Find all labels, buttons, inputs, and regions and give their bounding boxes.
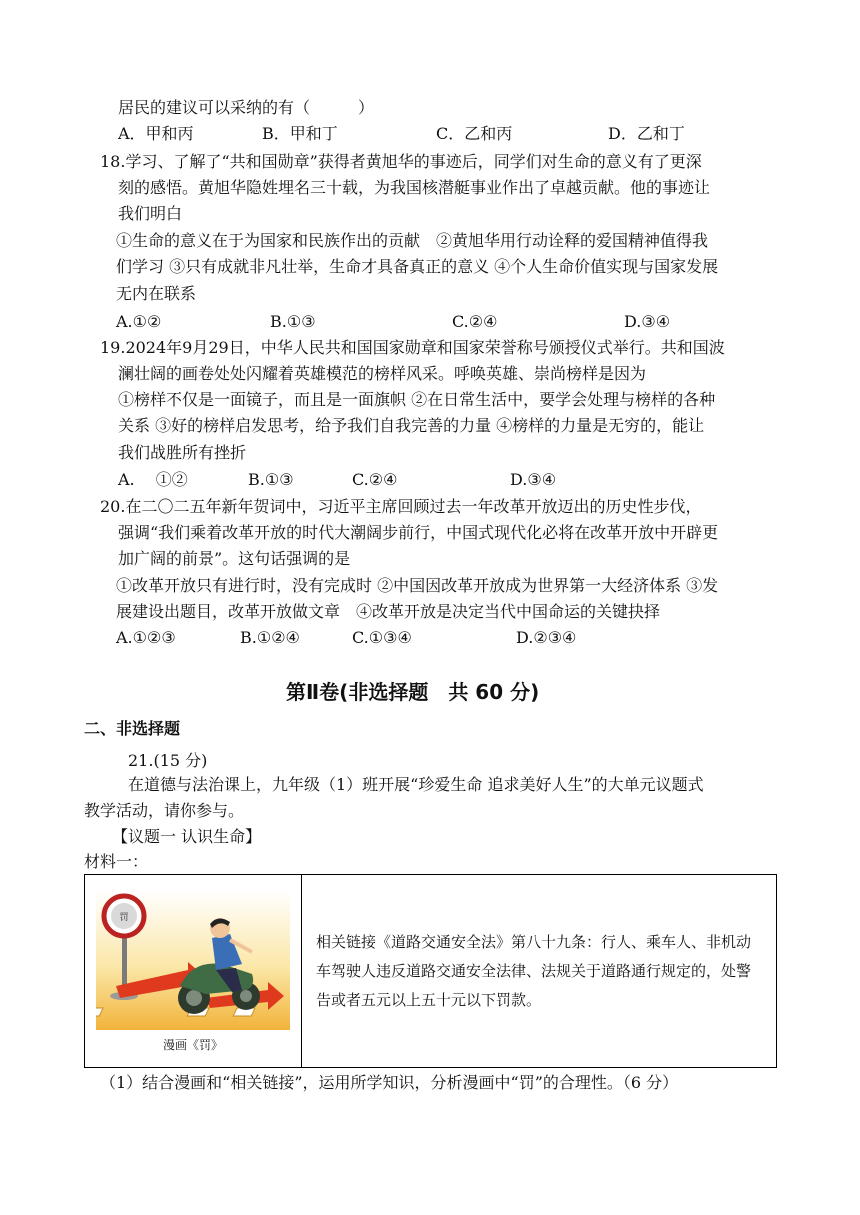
link-cell	[302, 875, 777, 1068]
volume-title: 第Ⅱ卷(非选择题 共 60 分)	[286, 680, 540, 704]
material-label: 材料一：	[84, 852, 149, 871]
q21-intro-line-1: 在道德与法治课上，九年级（1）班开展“珍爱生命 追求美好人生”的大单元议题式	[128, 775, 704, 794]
q18-option-a: A.①②	[116, 312, 162, 331]
q20-stem-line-2: 强调“我们乘着改革开放的时代大潮阔步前行，中国式现代化必将在改革开放中开辟更	[118, 523, 719, 542]
q18-option-d: D.③④	[624, 312, 671, 331]
q17-option-c: C．乙和丙	[436, 124, 513, 143]
material-table	[84, 874, 777, 1068]
q21-sub-question-1: （1）结合漫画和“相关链接”，运用所学知识，分析漫画中“罚”的合理性。（6 分）	[100, 1073, 679, 1092]
q19-option-a: A. ①②	[118, 470, 188, 489]
cartoon-image	[96, 890, 290, 1030]
q18-choice-line-3: 无内在联系	[116, 284, 197, 303]
q17-option-d: D．乙和丁	[608, 124, 685, 143]
q18-choice-line-2: 们学习 ③只有成就非凡壮举，生命才具备真正的意义 ④个人生命价值实现与国家发展	[116, 257, 719, 276]
q20-option-a: A.①②③	[116, 628, 176, 647]
q17-option-a: A．甲和丙	[118, 124, 194, 143]
q19-stem-line-2: 澜壮阔的画卷处处闪耀着英雄模范的榜样风采。呼唤英雄、崇尚榜样是因为	[118, 364, 647, 383]
q20-option-c: C.①③④	[352, 628, 412, 647]
cartoon-cell	[85, 875, 302, 1068]
q21-heading: 21.(15 分)	[128, 751, 208, 770]
q20-option-d: D.②③④	[516, 628, 577, 647]
q19-choice-line-2: 关系 ③好的榜样启发思考，给予我们自我完善的力量 ④榜样的力量是无穷的，能让	[118, 416, 705, 435]
q21-intro-line-2: 教学活动，请你参与。	[84, 801, 245, 820]
q19-option-b: B.①③	[248, 470, 294, 489]
sign-text: 罚	[119, 912, 129, 923]
cartoon-caption: 漫画《罚》	[162, 1037, 223, 1052]
related-link-text: 相关链接《道路交通安全法》第八十九条：行人、乘车人、非机动车驾驶人违反道路交通安全法律、法规关于道路通行规定的，处警告或者五元以上五十元以下罚款。	[316, 932, 752, 1009]
topic-heading: 【议题一 认识生命】	[112, 827, 262, 846]
q20-choice-line-1: ①改革开放只有进行时，没有完成时 ②中国因改革开放成为世界第一大经济体系 ③发	[116, 576, 719, 595]
q18-stem-line-1: 18.学习、了解了“共和国勋章”获得者黄旭华的事迹后，同学们对生命的意义有了更深	[100, 152, 702, 171]
q18-option-b: B.①③	[270, 312, 316, 331]
q19-choice-line-3: 我们战胜所有挫折	[118, 443, 247, 462]
q20-stem-line-3: 加广阔的前景”。这句话强调的是	[118, 549, 351, 568]
q20-option-b: B.①②④	[240, 628, 300, 647]
q18-stem-line-3: 我们明白	[118, 204, 183, 223]
q19-choice-line-1: ①榜样不仅是一面镜子，而且是一面旗帜 ②在日常生活中，要学会处理与榜样的各种	[118, 390, 716, 409]
q19-option-d: D.③④	[510, 470, 557, 489]
q18-choice-line-1: ①生命的意义在于为国家和民族作出的贡献 ②黄旭华用行动诠释的爱国精神值得我	[116, 231, 709, 250]
q20-stem-line-1: 20.在二〇二五年新年贺词中，习近平主席回顾过去一年改革开放迈出的历史性步伐，	[100, 497, 702, 516]
q20-choice-line-2: 展建设出题目，改革开放做文章 ④改革开放是决定当代中国命运的关键抉择	[116, 602, 661, 621]
q19-stem-line-1: 19.2024年9月29日，中华人民共和国国家勋章和国家荣誉称号颁授仪式举行。共和国波	[100, 338, 725, 357]
q17-stem-tail: 居民的建议可以采纳的有（ ）	[118, 98, 375, 117]
q19-option-c: C.②④	[352, 470, 398, 489]
q18-option-c: C.②④	[452, 312, 498, 331]
section-heading: 二、非选择题	[84, 719, 181, 738]
q17-option-b: B．甲和丁	[262, 124, 338, 143]
q18-stem-line-2: 刻的感悟。黄旭华隐姓埋名三十载，为我国核潜艇事业作出了卓越贡献。他的事迹让	[118, 178, 711, 197]
